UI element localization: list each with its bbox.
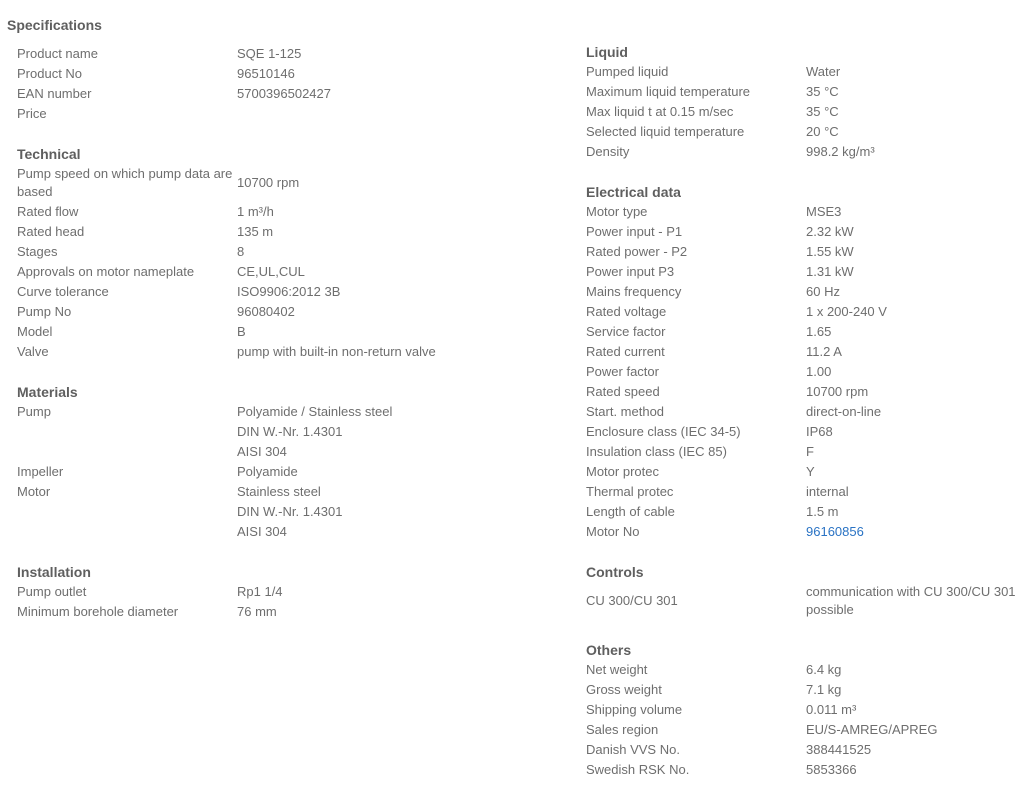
spec-label: Gross weight [586,682,662,697]
spec-label: Pumped liquid [586,64,669,79]
spec-value: 5700396502427 [237,86,331,101]
spec-value [237,402,537,462]
installation-heading: Installation [17,564,91,580]
spec-label: Motor protec [586,464,659,479]
spec-row [586,462,1022,482]
spec-label: Density [586,144,630,159]
spec-label: Power input P3 [586,264,675,279]
spec-label: Product No [17,66,83,81]
spec-value: IP68 [806,424,833,439]
spec-label: Model [17,324,53,339]
spec-row [17,482,537,542]
spec-row [17,202,537,222]
spec-value: EU/S-AMREG/APREG [806,722,938,737]
spec-row [586,760,1022,780]
electrical-heading: Electrical data [586,184,681,200]
spec-value: 8 [237,244,245,259]
controls-heading: Controls [586,564,644,580]
spec-label: Pump speed on which pump data are based [17,166,233,199]
spec-label: Selected liquid temperature [586,124,745,139]
others-heading: Others [586,642,632,658]
spec-row [586,422,1022,442]
spec-value: 1 x 200-240 V [806,304,887,319]
spec-label: Product name [17,46,98,61]
spec-row [586,242,1022,262]
spec-label: Stages [17,244,58,259]
liquid-heading: Liquid [586,44,628,60]
spec-value: Rp1 1/4 [237,584,283,599]
spec-label: Net weight [586,662,648,677]
motor-no-link[interactable]: 96160856 [806,524,864,539]
spec-row [17,242,537,262]
spec-label: EAN number [17,86,92,101]
spec-value-line: AISI 304 [237,524,287,539]
spec-value-line: Stainless steel [237,484,321,499]
spec-row [586,362,1022,382]
spec-row [17,64,537,84]
spec-value: internal [806,484,849,499]
materials-heading: Materials [17,384,78,400]
spec-label: Enclosure class (IEC 34-5) [586,424,741,439]
general-section [17,44,537,124]
spec-row [17,44,537,64]
spec-label: Rated speed [586,384,660,399]
spec-label: Sales region [586,722,659,737]
spec-value: 11.2 A [806,344,842,359]
spec-value-line: Polyamide / Stainless steel [237,404,393,419]
spec-label: Impeller [17,464,64,479]
spec-label: Minimum borehole diameter [17,604,179,619]
spec-label: Service factor [586,324,666,339]
spec-value: 96510146 [237,66,295,81]
spec-value: 1.31 kW [806,264,854,279]
spec-label: Swedish RSK No. [586,762,690,777]
spec-row [586,382,1022,402]
right-column [586,42,1022,780]
spec-label: Start. method [586,404,665,419]
spec-value-line: DIN W.-Nr. 1.4301 [237,424,343,439]
spec-label: Mains frequency [586,284,682,299]
spec-label: Rated head [17,224,85,239]
spec-value: ISO9906:2012 3B [237,284,341,299]
spec-value: direct-on-line [806,404,882,419]
electrical-section [586,202,1022,522]
spec-label: Length of cable [586,504,675,519]
spec-row [17,302,537,322]
spec-label: Rated current [586,344,665,359]
spec-row [586,502,1022,522]
spec-row [586,342,1022,362]
spec-row [586,482,1022,502]
page-title: Specifications [7,17,102,33]
spec-label: Pump [17,404,51,419]
spec-value: 1.55 kW [806,244,854,259]
left-column [17,44,537,622]
liquid-section [586,62,1022,162]
spec-label: CU 300/CU 301 [586,593,678,608]
spec-value: 135 m [237,224,274,239]
spec-label: Motor type [586,204,648,219]
spec-row [17,282,537,302]
spec-row [586,142,1022,162]
spec-label: Shipping volume [586,702,683,717]
spec-row [17,402,537,462]
spec-row [17,104,537,124]
spec-row [17,602,537,622]
spec-label: Maximum liquid temperature [586,84,751,99]
spec-label: Curve tolerance [17,284,109,299]
spec-value: pump with built-in non-return valve [237,344,436,359]
spec-value: 5853366 [806,762,857,777]
spec-row [17,222,537,242]
spec-row [586,740,1022,760]
spec-label: Rated flow [17,204,79,219]
spec-row [586,522,1022,542]
spec-value: 7.1 kg [806,682,842,697]
installation-section [17,582,537,622]
spec-value: 998.2 kg/m³ [806,144,875,159]
spec-row [586,82,1022,102]
spec-value-line: AISI 304 [237,444,287,459]
spec-value: 1.5 m [806,504,839,519]
spec-value: 35 °C [806,84,839,99]
spec-row [17,322,537,342]
spec-row [17,582,537,602]
spec-value: 2.32 kW [806,224,854,239]
technical-section [17,202,537,362]
spec-row [586,202,1022,222]
spec-row [586,680,1022,700]
spec-row [586,222,1022,242]
spec-value: SQE 1-125 [237,46,302,61]
spec-value: CE,UL,CUL [237,264,305,279]
spec-label: Insulation class (IEC 85) [586,444,727,459]
spec-row [586,720,1022,740]
spec-value: 76 mm [237,604,277,619]
spec-label: Rated power - P2 [586,244,688,259]
spec-row [17,342,537,362]
spec-row [586,282,1022,302]
spec-value: 35 °C [806,104,839,119]
spec-value: 1.00 [806,364,832,379]
spec-value: 1.65 [806,324,832,339]
spec-row [586,322,1022,342]
spec-value: B [237,324,246,339]
spec-row [586,302,1022,322]
spec-value: 0.011 m³ [806,702,857,717]
spec-value: 1 m³/h [237,204,274,219]
spec-label: Max liquid t at 0.15 m/sec [586,104,734,119]
spec-label: Motor [17,484,51,499]
spec-row [586,700,1022,720]
spec-label: Rated voltage [586,304,667,319]
spec-value: Water [806,64,841,79]
spec-value: Y [806,464,815,479]
spec-value: Polyamide [237,464,298,479]
spec-label: Pump outlet [17,584,87,599]
spec-value [237,104,537,124]
spec-label: Valve [17,344,49,359]
spec-label: Pump No [17,304,72,319]
spec-value: communication with CU 300/CU 301 possible [806,584,1016,617]
spec-label: Thermal protec [586,484,674,499]
spec-value: F [806,444,814,459]
spec-row [586,442,1022,462]
spec-value: 388441525 [806,742,872,757]
spec-row [17,164,537,202]
spec-label: Power factor [586,364,659,379]
spec-label: Motor No [586,524,640,539]
spec-value: 10700 rpm [237,175,300,190]
spec-row [17,262,537,282]
spec-row [586,402,1022,422]
spec-row [586,62,1022,82]
others-section [586,660,1022,780]
spec-label: Price [17,106,47,121]
spec-row [17,84,537,104]
spec-value: 60 Hz [806,284,840,299]
spec-row [586,582,1022,620]
spec-value: 96080402 [237,304,295,319]
spec-label: Danish VVS No. [586,742,680,757]
spec-value: 20 °C [806,124,839,139]
spec-value [237,482,537,542]
spec-value-line: DIN W.-Nr. 1.4301 [237,504,343,519]
spec-label: Approvals on motor nameplate [17,264,195,279]
spec-row [586,122,1022,142]
spec-value: 10700 rpm [806,384,869,399]
spec-label: Power input - P1 [586,224,683,239]
spec-value: 6.4 kg [806,662,842,677]
spec-row [586,262,1022,282]
spec-row [586,660,1022,680]
spec-row [586,102,1022,122]
technical-heading: Technical [17,146,81,162]
spec-value: MSE3 [806,204,842,219]
spec-row [17,462,537,482]
